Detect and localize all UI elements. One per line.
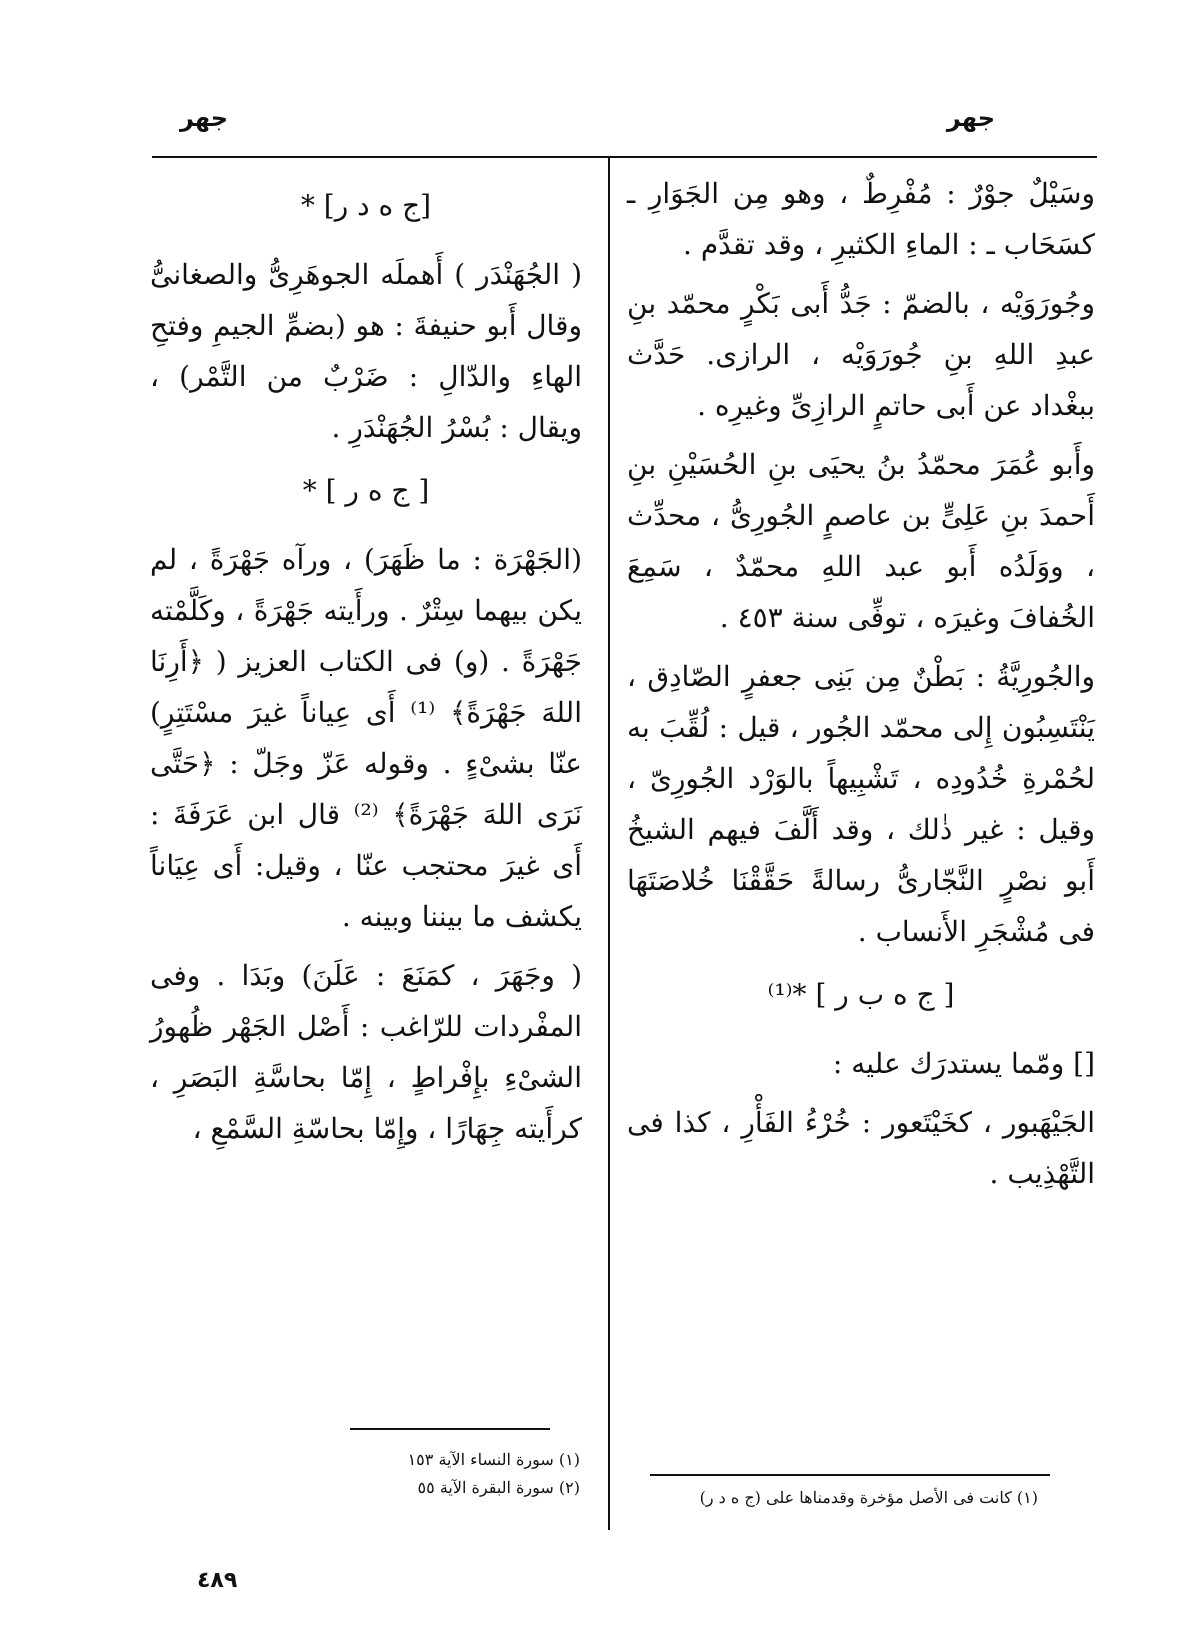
entry-paragraph: ( الجُهَنْدَر ) أَهملَه الجوهَرِىُّ والصغانىُّ وقال أَبو حنيفةَ : هو (بضمِّ الجيمِ وفتحِ الهاءِ والدّالِ : ضَرْبٌ من التَّمْر) ، ويقال : بُسْرُ الجُهَنْدَرِ . [150,258,582,444]
entry-paragraph: الجَيْهَبور ، كخَيْتَعور : خُرْءُ الفَأْرِ ، كذا فى التَّهْذِيب . [627,1106,1095,1190]
footnote-rule-right [650,1474,1050,1476]
footnotes-left [350,1446,580,1502]
entry-paragraph: [] ومّما يستدرَك عليه : [832,1047,1095,1080]
root-heading-jhr: [ ج ه ر ] * [302,474,430,507]
root-heading-jhbr: [ ج ه ب ر ] *⁽¹⁾ [767,978,955,1011]
running-header-right: جهر [946,104,995,132]
footnotes-right [598,1484,1038,1512]
running-header-left: جهر [180,104,229,132]
entry-paragraph: والجُورِيَّةُ : بَطْنٌ مِن بَنِى جعفرٍ الصّادِق ، يَنْتَسِبُون إِلى محمّد الجُور ، قيل : لُقِّبَ به لحُمْرةِ خُدُودِه ، تَشْبِيهاً بالوَرْد الجُورِىّ ، وقيل : غير ذٰلك ، وقد أَلَّفَ فيهم الشيخُ أَبو نصْرٍ النَّجّارىُّ رسالةً حَقَّقْنَا خُلاصَتَهَا فى مُشْجَرِ الأَنساب . [627,660,1095,948]
footnote: (١) كانت فى الأصل مؤخرة وقدمناها على (ج ه د ر) [699,1488,1038,1507]
entry-paragraph: (الجَهْرَة : ما ظَهَرَ) ، ورآه جَهْرَةً ، لم يكن بيهما سِتْرٌ . ورأَيته جَهْرَةً ، وكَلَّمْته جَهْرَةً . (و) فى الكتاب العزيز ( ﴿أَرِنَا اللهَ جَهْرَةً﴾ ⁽¹⁾ أَى عِياناً غيرَ مسْتَتِرٍ) عنّا بشىْءٍ . وقوله عَزّ وجَلّ : ﴿حَتَّى نَرَى اللهَ جَهْرَةً﴾ ⁽²⁾ قال ابن عَرَفَةَ : أَى غيرَ محتجب عنّا ، وقيل: أَى عِيَاناً يكشف ما بيننا وبينه . [150,543,582,933]
footnote: (٢) سورة البقرة الآية ٥٥ [417,1478,580,1497]
column-divider [608,158,610,1530]
footnote-rule-left [350,1428,550,1430]
header-rule [152,156,1097,158]
entry-paragraph: وجُورَوَيْه ، بالضمّ : جَدُّ أَبى بَكْرٍ محمّد بنِ عبدِ اللهِ بنِ جُورَوَيْه ، الرازى. حَدَّث ببغْداد عن أَبى حاتمٍ الرازِىِّ وغيرِه . [627,287,1095,422]
root-heading-jhdr: [ج ه د ر] * [300,189,432,222]
entry-paragraph: وسَيْلٌ جوْرٌ : مُفْرِطٌ ، وهو مِن الجَوَارِ ـ كسَحَاب ـ : الماءِ الكثيرِ ، وقد تقدَّم . [627,177,1095,261]
footnote: (١) سورة النساء الآية ١٥٣ [407,1450,580,1469]
right-column [627,168,1095,1207]
left-column [150,168,582,1162]
page-number: ٤٨٩ [197,1568,238,1593]
entry-paragraph: ( وجَهَرَ ، كمَنَعَ : عَلَنَ) وبَدَا . وفى المفْردات للرّاغب : أَصْل الجَهْر ظُهورُ الشىْءِ بإِفْراطٍ ، إِمّا بحاسَّةِ البَصَرِ ، كرأَيته جِهَارًا ، وإِمّا بحاسّةِ السَّمْعِ ، [150,959,582,1145]
entry-paragraph: وأَبو عُمَرَ محمّدُ بنُ يحيَى بنِ الحُسَيْنِ بنِ أَحمدَ بنِ عَلِىٍّ بن عاصمٍ الجُورِىُّ ، محدِّث ، ووَلَدُه أَبو عبد اللهِ محمّدٌ ، سَمِعَ الخُفافَ وغيرَه ، توفِّى سنة ٤٥٣ . [627,448,1095,634]
